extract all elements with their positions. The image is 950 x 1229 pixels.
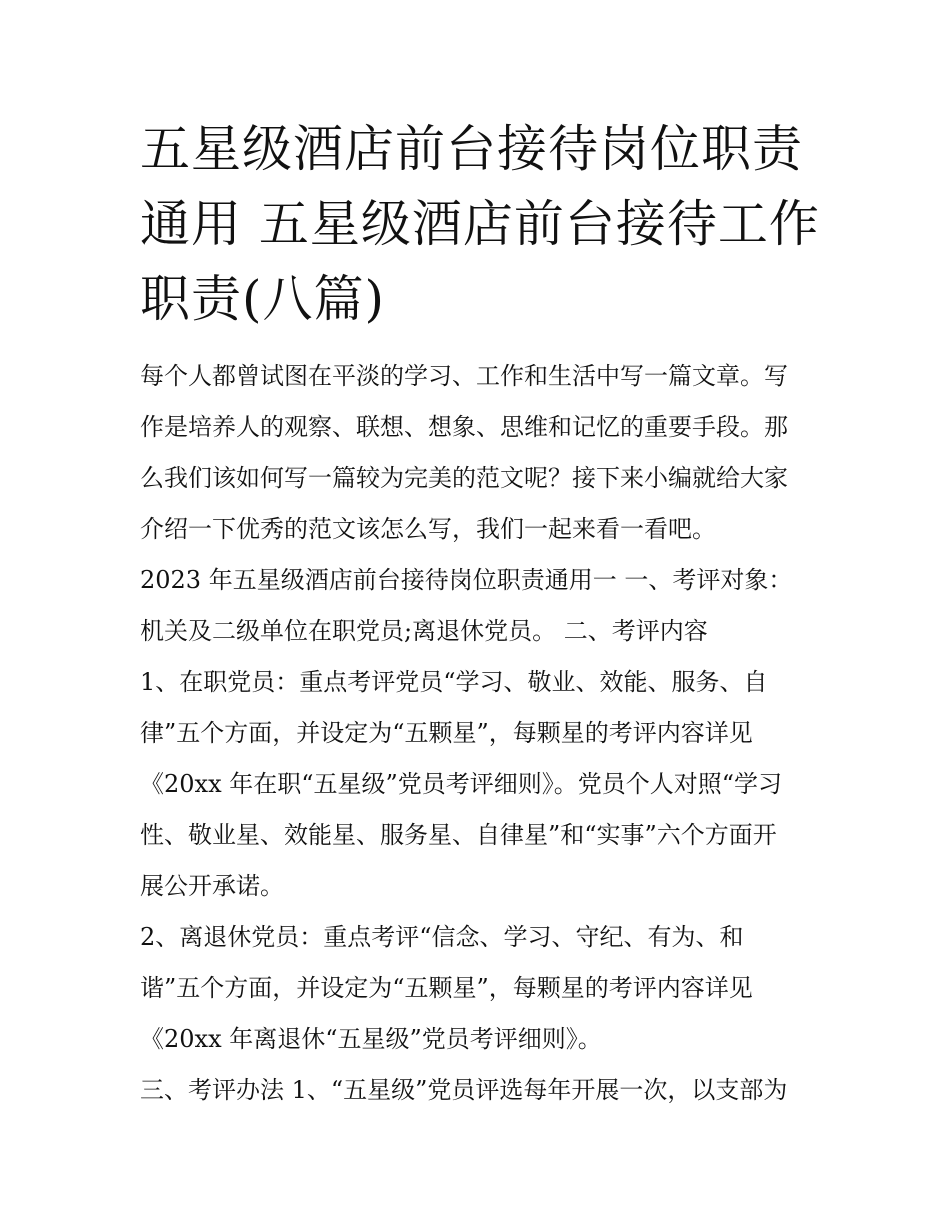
paragraph-evaluation-method — [140, 1065, 830, 1116]
text-line: 《20xx 年在职“五星级”党员考评细则》。党员个人对照“学习 — [140, 770, 783, 798]
paragraph-section-1 — [140, 555, 830, 657]
text-line: 么我们该如何写一篇较为完美的范文呢？接下来小编就给大家 — [140, 464, 788, 492]
text-line: 展公开承诺。 — [140, 872, 284, 900]
text-line: 律”五个方面，并设定为“五颗星”，每颗星的考评内容详见 — [140, 719, 753, 747]
text-line: 1、在职党员：重点考评党员“学习、敬业、效能、服务、自 — [140, 668, 768, 696]
text-line: 作是培养人的观察、联想、想象、思维和记忆的重要手段。那 — [140, 413, 788, 441]
paragraph-intro — [140, 351, 830, 555]
text-line: 谐”五个方面，并设定为“五颗星”，每颗星的考评内容详见 — [140, 974, 753, 1002]
paragraph-retired-members — [140, 912, 830, 1065]
text-line: 三、考评办法 1、“五星级”党员评选每年开展一次，以支部为 — [140, 1076, 788, 1104]
title-line: 通用 五星级酒店前台接待工作 — [140, 195, 820, 253]
text-line: 机关及二级单位在职党员;离退休党员。 二、考评内容 — [140, 617, 708, 645]
text-line: 介绍一下优秀的范文该怎么写，我们一起来看一看吧。 — [140, 515, 716, 543]
text-line: 性、敬业星、效能星、服务星、自律星”和“实事”六个方面开 — [140, 821, 777, 849]
paragraph-active-members — [140, 657, 830, 912]
text-line: 2023 年五星级酒店前台接待岗位职责通用一 一、考评对象： — [140, 566, 793, 594]
text-line: 2、离退休党员：重点考评“信念、学习、守纪、有为、和 — [140, 923, 744, 951]
title-line: 职责(八篇) — [140, 270, 386, 328]
text-line: 《20xx 年离退休“五星级”党员考评细则》。 — [140, 1025, 602, 1053]
document-body — [140, 351, 830, 1116]
document-title — [140, 112, 820, 337]
title-line: 五星级酒店前台接待岗位职责 — [140, 120, 803, 178]
text-line: 每个人都曾试图在平淡的学习、工作和生活中写一篇文章。写 — [140, 362, 788, 390]
